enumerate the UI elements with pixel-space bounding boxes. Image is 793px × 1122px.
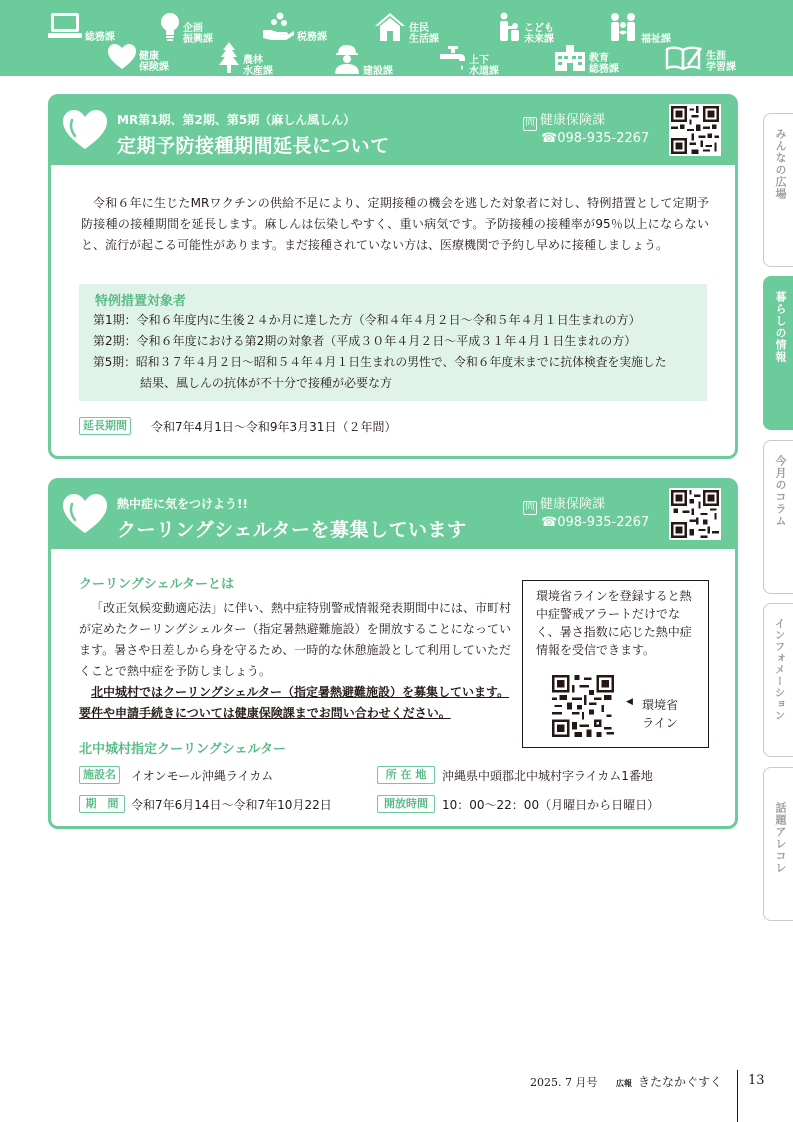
target-line: 結果、風しんの抗体が不十分で接種が必要な方 [140,376,393,390]
lightbulb-icon [160,12,180,45]
dept-zeimu[interactable]: 税務課 [262,12,327,43]
article-title: 定期予防接種期間延長について [117,135,390,157]
contact-info [523,497,649,531]
faucet-icon [438,44,466,77]
line-label: 環境省 ライン [641,698,678,730]
house-icon [374,12,406,45]
footer-magazine-name [616,1073,722,1090]
footer-mag-small: 広報 [616,1079,632,1088]
dept-fukushi[interactable]: 福祉課 [608,12,671,45]
heart-icon [108,44,136,73]
inquiry-badge: 問 [523,501,537,515]
dept-kodomo[interactable]: こども 未来課 [497,12,554,45]
address-value: 沖縄県中頭郡北中城村字ライカム1番地 [442,769,653,783]
contact-tel[interactable]: ☎098-935-2267 [541,131,650,146]
family-icon [608,12,638,45]
tab-wadai-arekore[interactable]: 話題アレコレ [763,767,793,921]
arrow-left-icon: ◀ [626,697,633,707]
section-body: 「改正気候変動適応法」に伴い、熱中症特別警戒情報発表期間中には、市町村が定めたクーリングシェルター（指定暑熱避難施設）を開放することになっています。暑さや日差しから身を守るため、一時的な休憩施設として利用していただくことで熱中症を予防しましょう。 [79,601,512,678]
article-body: 令和６年に生じたMRワクチンの供給不足により、定期接種の機会を逃した対象者に対し、特例措置として定期予防接種の接種期間を延長します。麻しんは伝染しやすく、重い病気です。予防接種の接種率が95％以上にならないと、流行が起こる可能性があります。まだ接種されていない方は、医療機関で予約し早めに接種しましょう。 [81,196,709,252]
hand-coins-icon [262,12,294,43]
tab-information[interactable]: インフォメーション [763,603,793,757]
dept-kikaku[interactable]: 企画 振興課 [160,12,213,45]
recruit-notice: 北中城村ではクーリングシェルター（指定暑熱避難施設）を募集しています。要件や申請手続きについては健康保険課までお問い合わせください。 [79,685,510,720]
footer-issue-date: 2025. 7 月号 [530,1076,598,1089]
dept-kyoiku[interactable]: 教育 総務課 [554,44,619,75]
target-line: 第5期：昭和３７年４月２日～昭和５４年４月１日生まれの男性で、令和６年度末までに抗体検査を実施した [93,355,667,369]
heart-icon [63,494,107,538]
dept-norin[interactable]: 農林 水産課 [218,42,273,77]
line-info-box [522,580,709,748]
dept-somu[interactable]: 総務課 [48,12,115,43]
worker-icon [334,44,360,77]
qr-code-icon[interactable] [669,104,721,156]
article-cooling-shelter [48,478,738,829]
section-title: 北中城村指定クーリングシェルター [79,742,286,757]
target-box [79,284,707,401]
article-kicker: MR第1期、第2期、第5期（麻しん風しん） [117,113,356,127]
section-title: クーリングシェルターとは [79,577,234,592]
term-label: 期 間 [79,795,125,813]
line-qr-code-icon[interactable] [552,675,614,737]
facility-value: イオンモール沖縄ライカム [131,769,274,783]
contact-tel[interactable]: ☎098-935-2267 [541,515,650,530]
article-vaccination [48,94,738,459]
article-header [51,97,735,165]
dept-shogai[interactable]: 生涯 学習課 [665,44,736,73]
footer-mag-title: きたなかぐすく [638,1075,723,1089]
qr-code-icon[interactable] [669,488,721,540]
target-line: 第2期：令和６年度における第2期の対象者（平成３０年４月２日～平成３１年４月１日生まれの方） [93,334,637,348]
target-title: 特例措置対象者 [95,294,187,309]
period-label: 延長期間 [79,417,131,435]
school-icon [554,44,586,75]
hours-label: 開放時間 [377,795,435,813]
tab-minna-no-hiroba[interactable]: みんなの広場 [763,113,793,267]
page-number: 13 [748,1073,765,1088]
article-kicker: 熱中症に気をつけよう!! [117,497,248,511]
department-header [0,0,793,76]
inquiry-badge: 問 [523,117,537,131]
contact-info [523,113,649,147]
article-header [51,481,735,549]
dept-suido[interactable]: 上下 水道課 [438,44,499,77]
contact-dept: 健康保険課 [540,113,606,128]
tree-icon [218,42,240,77]
heart-icon [63,110,107,154]
hours-value: 10：00～22：00（月曜日から日曜日） [442,798,660,812]
facility-label: 施設名 [79,766,120,784]
footer-divider [737,1070,738,1122]
book-pen-icon [665,44,703,73]
contact-dept: 健康保険課 [540,497,606,512]
parent-child-icon [497,12,521,45]
computer-icon [48,12,82,43]
address-label: 所 在 地 [377,766,435,784]
dept-jumin[interactable]: 住民 生活課 [374,12,439,45]
period-value: 令和7年4月1日～令和9年3月31日（２年間） [151,420,397,434]
dept-kenko[interactable]: 健康 保険課 [108,44,169,73]
line-info-text: 環境省ラインを登録すると熱中症警戒アラートだけでなく、暑さ指数に応じた熱中症情報を受信できます。 [536,589,692,657]
tab-kongetsu-no-column[interactable]: 今月のコラム [763,440,793,594]
target-line: 第1期：令和６年度内に生後２４か月に達した方（令和４年４月２日～令和５年４月１日生まれの方） [93,313,641,327]
tab-kurashi-no-joho[interactable]: 暮らしの情報 [763,276,793,430]
dept-kensetsu[interactable]: 建設課 [334,44,393,77]
term-value: 令和7年6月14日～令和7年10月22日 [131,798,332,812]
article-title: クーリングシェルターを募集しています [117,519,467,541]
